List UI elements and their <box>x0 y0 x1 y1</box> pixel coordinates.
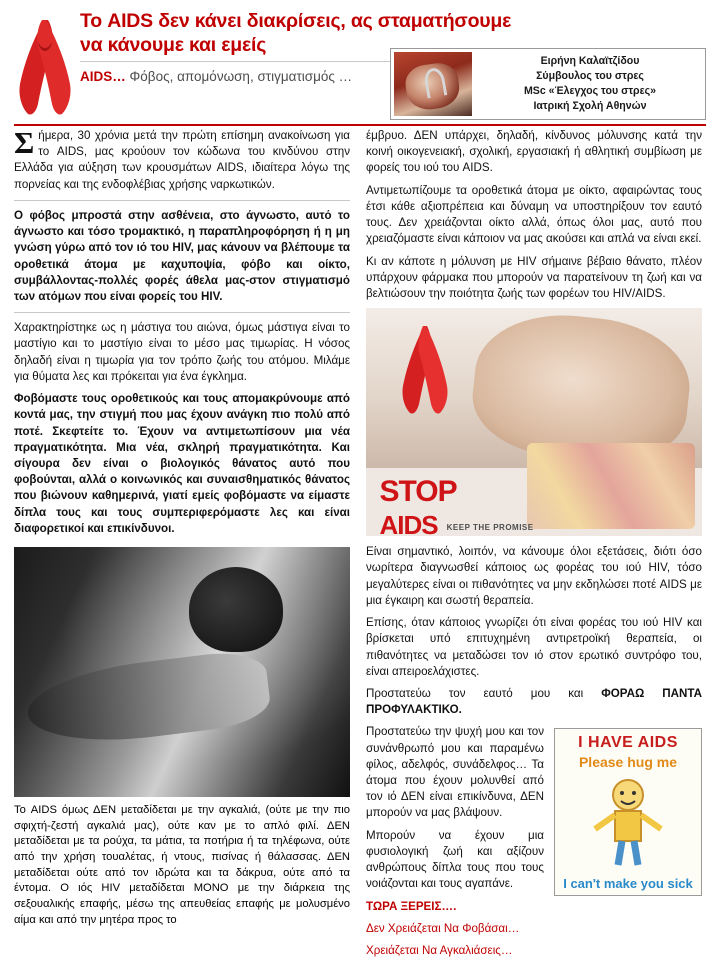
keep-the-promise-text: KEEP THE PROMISE <box>446 522 534 532</box>
poster-line1: I HAVE AIDS <box>578 734 678 752</box>
page-title-line2: να κάνουμε και εμείς <box>80 33 267 56</box>
arm-shape <box>24 648 273 752</box>
paragraph-soul: Προστατεύω την ψυχή μου και τον συνάνθρωπό μου και παραμένω φίλος, αδελφός, συνάδελφος… Τα άτομα που έχουν μολυνθεί από τον ιό ΔΕΝ είναι επικίνδυνα, ΔΕΝ μπορούν να μας βλάψουν. <box>366 725 544 820</box>
paragraph-embryo: έμβρυο. ΔΕΝ υπάρχει, δηλαδή, κίνδυνος μόλυνσης κατά την κοινή οικογενειακή, σχολική, εργασιακή ή αθλητική συμβίωση με φορείς του ιού του AIDS. <box>366 129 702 175</box>
photo-caption: Το AIDS όμως ΔΕΝ μεταδίδεται με την αγκαλιά, (ούτε με την πιο σφιχτή-ζεστή αγκαλιά μας), ούτε καν με το απλό φιλί. ΔΕΝ μεταδίδεται με τα ρούχα, τα μάτια, τα ποτήρια ή τα τηλέφωνα, ούτε από την χρήση τουαλέτας, ή ντους, πισίνας ή θάλασσας. ΔΕΝ μεταδίδεται ούτε από τον ιδρώτα και τα δάκρυα, ούτε από τα έντομα. Ο ιός HIV μεταδίδεται ΜΟΝΟ με την διάρκεια της σεξουαλικής επαφής, μέσω της απευθείας επαφής με μολυσμένο αίμα και από την μητέρα προς το <box>14 804 350 926</box>
author-role: Σύμβουλος του στρες <box>536 69 644 82</box>
child-drawing-icon <box>585 775 671 871</box>
couple-hug-photo <box>14 547 350 797</box>
head-shape <box>189 567 283 652</box>
protection-plain: Προστατεύω τον εαυτό μου και <box>366 686 602 700</box>
author-details <box>475 49 705 119</box>
paragraph-medicine: Κι αν κάποτε η μόλυνση με HIV σήμαινε βέβαιο θάνατο, πλέον υπάρχουν φάρμακα που μπορούν να παρατείνουν τη ζωή και να βελτιώσουν την ποιότητα ζωής των φορέων του HIV/AIDS. <box>366 254 702 300</box>
stop-aids-photo <box>366 308 702 536</box>
closing-line-2: Χρειάζεται Να Αγκαλιάσεις… <box>366 944 513 957</box>
paragraph-pity: Αντιμετωπίζουμε τα οροθετικά άτομα με οίκτο, αφαιρώντας τους έτσι κάθε αξιοπρέπεια και δύναμη να υποστηρίξουν τον εαυτό τους. Δεν χρειάζονται οίκτο αλλά, όπως όλοι μας, αυτό που χρειαζόμαστε είναι κάποιον να μας ακούσει και απλά να είναι εκεί. <box>366 183 702 246</box>
divider <box>14 200 350 201</box>
paragraph-normal-life: Μπορούν να έχουν μια φυσιολογική ζωή και αξίζουν ανθρώπους δίπλα τους που τους νοιάζονται και τους αγαπάνε. <box>366 828 544 891</box>
paragraph-scourge: Χαρακτηρίστηκε ως η μάστιγα του αιώνα, όμως μάστιγα είναι το μαστίγιο και το μαστίγιο είναι το μέσο μας τιμωρίας. Η νόσος δηλαδή είναι η τιμωρία για τον τρόπο ζωής του ατόμου. Μιλάμε για θύματα λες και πρόκειται για ένα έγκλημα. <box>14 321 350 383</box>
drop-cap: Σ <box>14 125 35 160</box>
closing-line-1: Δεν Χρειάζεται Να Φοβάσαι… <box>366 921 520 935</box>
paragraph-isolation: Φοβόμαστε τους οροθετικούς και τους απομακρύνουμε από κοντά μας, την στιγμή που μας έχουν ανάγκη πιο πολύ από ποτέ. Σκεφτείτε το. Έχουν να αντιμετωπίσουν μια νέα πραγματικότητα. Μια νέα, σκληρή πραγματικότητα. Και σίγουρα δεν είναι ο βιολογικός θάνατος αυτό που φοβούνται, αλλά ο κοινωνικός και συναισθηματικός θάνατος που βιώνουν καθημερινά, γιατί εμείς φοβόμαστε να είμαστε δίπλα τους και τους συμπεριφερόμαστε λες και είναι διαφορετικοί και επικίνδυνοι. <box>14 392 350 535</box>
subtitle-grey: Φόβος, απομόνωση, στιγματισμός … <box>129 68 353 84</box>
divider <box>14 312 350 313</box>
page-title-line1: Το AIDS δεν κάνει διακρίσεις, ας σταματήσουμε <box>80 10 512 32</box>
subtitle-red: AIDS… <box>80 68 126 84</box>
poster-line3: I can't make you sick <box>563 876 693 892</box>
author-school: Ιατρική Σχολή Αθηνών <box>533 100 647 113</box>
author-degree: MSc «Έλεγχος του στρες» <box>523 85 657 97</box>
condom-packets-shape <box>527 443 695 530</box>
protection-bold: ΦΟΡΑΩ ΠΑΝΤΑ ΠΡΟΦΥΛΑΚΤΙΚΟ. <box>366 686 702 717</box>
author-box <box>390 48 706 120</box>
paragraph-testing: Είναι σημαντικό, λοιπόν, να κάνουμε όλοι εξετάσεις, διότι όσο νωρίτερα διαγνωσθεί κάποιος ως φορέας του ιού HIV, τόσο μεγαλύτερες είναι οι πιθανότητες να μην εκδηλώσει ποτέ AIDS με μια έγκαιρη και σωστή θεραπεία. <box>366 545 702 607</box>
article-body <box>14 125 706 957</box>
paragraph-therapy: Επίσης, όταν κάποιος γνωρίζει ότι είναι φορέας του ιού HIV και βρίσκεται υπό επιτυχημένη αντιρετροϊκή θεραπεία, οι πιθανότητες να μεταδώσει τον ιό στον ερωτικό συντρόφο του, είναι απειροελάχιστες. <box>366 616 702 678</box>
author-name: Ειρήνη Καλαϊτζίδου <box>540 54 640 67</box>
red-ribbon-icon <box>396 322 454 418</box>
paragraph-protection <box>366 686 702 718</box>
aids-text: AIDS <box>379 509 438 537</box>
author-photo <box>394 52 472 116</box>
right-column <box>366 128 702 965</box>
paragraph-intro <box>14 125 350 193</box>
poster-line2: Please hug me <box>578 754 678 771</box>
paragraph-intro-text: ήμερα, 30 χρόνια μετά την πρώτη επίσημη ανακοίνωση για το AIDS, μας κρούουν τον κώδωνα του κινδύνου στην Ελλάδα για αύξηση των κρουσμάτων AIDS, ιδιαίτερα λόγω της πορνείας και της ενδοφλέβιας χρήσης ναρκωτικών. <box>14 129 350 191</box>
i-have-aids-poster <box>554 728 702 896</box>
red-aids-ribbon-icon <box>14 12 76 120</box>
paragraph-fear: Ο φόβος μπροστά στην ασθένεια, στο άγνωστο, αυτό το άγνωστο και τόσο τρομακτικό, η παραπληροφόρηση ή η μη γνώση γύρω από τον ιό του HIV, μας κάνουν να βλέπουμε τα οροθετικά άτομα με καχυποψία, φόβο και οίκτο, συμβάλλοντας-πολλές φορές άθελα μας-στον στιγματισμό των ατόμων που είναι φορείς του HIV. <box>14 208 350 303</box>
closing-title: ΤΩΡΑ ΞΕΡΕΙΣ…. <box>366 899 457 913</box>
left-column <box>14 125 350 934</box>
stop-text: STOP <box>379 474 457 508</box>
